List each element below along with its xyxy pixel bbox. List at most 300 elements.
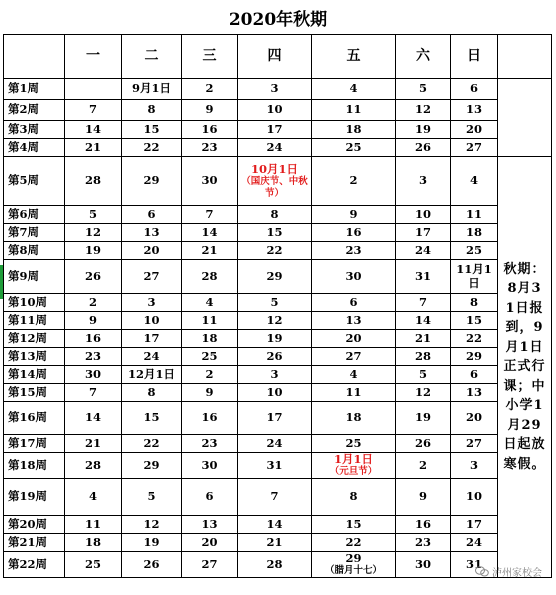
- day-value: 30: [345, 268, 362, 283]
- day-value: 10: [465, 489, 482, 504]
- day-cell: [396, 435, 451, 453]
- day-cell: [451, 157, 498, 206]
- day-cell: [396, 206, 451, 224]
- day-value: 27: [143, 268, 160, 283]
- day-value: 10: [266, 102, 283, 117]
- week-label: 第15周: [4, 384, 65, 402]
- day-cell: [238, 224, 312, 242]
- week-row: [4, 121, 552, 139]
- week-label: 第6周: [4, 206, 65, 224]
- day-cell: [451, 224, 498, 242]
- day-value: 29: [143, 173, 160, 188]
- week-row: [4, 260, 552, 294]
- day-cell: [65, 121, 122, 139]
- day-value: 17: [465, 516, 482, 531]
- day-value: 8: [270, 206, 279, 221]
- day-cell: [182, 330, 238, 348]
- day-cell: [65, 402, 122, 435]
- day-cell: [122, 157, 182, 206]
- day-cell: [122, 330, 182, 348]
- day-cell: [451, 402, 498, 435]
- day-value: 17: [266, 121, 283, 136]
- day-cell: [451, 242, 498, 260]
- day-value: 31: [414, 268, 431, 283]
- day-value: 18: [84, 534, 101, 549]
- note-header-cell: [498, 35, 552, 79]
- day-value: 28: [84, 173, 101, 188]
- day-value: 19: [84, 242, 101, 257]
- day-value: 9: [205, 384, 214, 399]
- day-value: 25: [84, 557, 101, 572]
- day-value: 12: [414, 102, 431, 117]
- day-cell: [396, 552, 451, 578]
- day-value: 6: [469, 81, 478, 96]
- day-cell: [238, 330, 312, 348]
- day-value: 7: [205, 206, 214, 221]
- day-value: 1月1日: [333, 452, 373, 466]
- day-value: 3: [147, 294, 156, 309]
- day-value: 13: [465, 384, 482, 399]
- day-cell: [451, 330, 498, 348]
- day-value: 16: [414, 516, 431, 531]
- week-label: 第17周: [4, 435, 65, 453]
- day-value: 17: [266, 410, 283, 425]
- day-cell: [65, 294, 122, 312]
- day-cell: [65, 435, 122, 453]
- day-cell: [238, 312, 312, 330]
- day-cell: [122, 435, 182, 453]
- day-cell: [122, 312, 182, 330]
- week-row: [4, 534, 552, 552]
- day-cell: [238, 121, 312, 139]
- day-cell: [65, 260, 122, 294]
- day-cell: [451, 435, 498, 453]
- day-cell: [182, 100, 238, 121]
- day-cell: [238, 242, 312, 260]
- weekday-header: 三: [182, 35, 238, 79]
- day-cell: [451, 294, 498, 312]
- day-cell: [451, 516, 498, 534]
- weekday-header: 六: [396, 35, 451, 79]
- day-cell: [122, 348, 182, 366]
- day-value: 24: [414, 242, 431, 257]
- day-cell: [182, 366, 238, 384]
- day-cell: [396, 384, 451, 402]
- day-cell: [122, 100, 182, 121]
- week-row: [4, 294, 552, 312]
- day-value: 11: [201, 312, 218, 327]
- day-value: 20: [143, 242, 160, 257]
- day-cell: [122, 516, 182, 534]
- week-row: [4, 384, 552, 402]
- day-cell: [182, 384, 238, 402]
- week-label: 第2周: [4, 100, 65, 121]
- week-label: 第16周: [4, 402, 65, 435]
- day-cell: [65, 348, 122, 366]
- day-value: 25: [345, 435, 362, 450]
- day-cell: [182, 479, 238, 516]
- day-value: 23: [414, 534, 431, 549]
- day-value: 13: [465, 102, 482, 117]
- day-cell: [182, 453, 238, 479]
- day-value: 17: [143, 330, 160, 345]
- day-value: 6: [205, 489, 214, 504]
- day-cell: [122, 366, 182, 384]
- day-cell: [451, 384, 498, 402]
- week-row: [4, 366, 552, 384]
- day-value: 31: [266, 457, 283, 472]
- day-value: 12月1日: [127, 366, 175, 381]
- day-value: 25: [345, 139, 362, 154]
- day-cell: [396, 402, 451, 435]
- day-value: 8: [469, 294, 478, 309]
- week-label: 第7周: [4, 224, 65, 242]
- day-cell: [238, 157, 312, 206]
- day-value: 2: [418, 457, 427, 472]
- day-value: 29: [465, 348, 482, 363]
- day-value: 20: [345, 330, 362, 345]
- week-label: 第4周: [4, 139, 65, 157]
- week-label: 第19周: [4, 479, 65, 516]
- day-cell: [238, 79, 312, 100]
- day-value: 23: [201, 139, 218, 154]
- day-cell: [65, 479, 122, 516]
- day-cell: [65, 139, 122, 157]
- day-value: 30: [84, 366, 101, 381]
- day-cell: [396, 453, 451, 479]
- day-value: 3: [469, 457, 478, 472]
- week-label: 第12周: [4, 330, 65, 348]
- day-cell: [182, 435, 238, 453]
- day-value: 5: [88, 206, 97, 221]
- day-cell: [312, 157, 396, 206]
- day-value: 8: [147, 384, 156, 399]
- day-value: 21: [201, 242, 218, 257]
- day-cell: [312, 121, 396, 139]
- day-cell: [451, 479, 498, 516]
- day-cell: [182, 139, 238, 157]
- week-label: 第21周: [4, 534, 65, 552]
- week-row: [4, 79, 552, 100]
- day-value: 4: [349, 81, 358, 96]
- day-value: 22: [143, 435, 160, 450]
- day-value: 23: [201, 435, 218, 450]
- day-value: 7: [88, 384, 97, 399]
- day-value: 12: [84, 224, 101, 239]
- day-value: 26: [84, 268, 101, 283]
- day-cell: [65, 330, 122, 348]
- week-row: [4, 224, 552, 242]
- day-value: 10: [414, 206, 431, 221]
- day-value: 14: [84, 410, 101, 425]
- day-cell: [65, 206, 122, 224]
- day-value: 14: [414, 312, 431, 327]
- week-row: [4, 479, 552, 516]
- week-row: [4, 435, 552, 453]
- day-cell: [396, 157, 451, 206]
- day-value: 20: [201, 534, 218, 549]
- day-value: 9: [418, 489, 427, 504]
- day-value: 9: [88, 312, 97, 327]
- day-value: 16: [345, 224, 362, 239]
- day-value: 16: [201, 121, 218, 136]
- day-cell: [65, 224, 122, 242]
- day-value: 4: [205, 294, 214, 309]
- day-cell: [238, 294, 312, 312]
- day-value: 3: [418, 173, 427, 188]
- day-cell: [238, 516, 312, 534]
- day-value: 9: [349, 206, 358, 221]
- day-value: 15: [266, 224, 283, 239]
- day-cell: [182, 242, 238, 260]
- day-cell: [122, 453, 182, 479]
- day-value: 7: [88, 102, 97, 117]
- day-value: 20: [465, 121, 482, 136]
- week-row: [4, 348, 552, 366]
- day-value: 14: [266, 516, 283, 531]
- day-cell: [451, 366, 498, 384]
- day-cell: [182, 348, 238, 366]
- day-value: 16: [201, 410, 218, 425]
- day-cell: [122, 79, 182, 100]
- day-value: 18: [465, 224, 482, 239]
- week-row: [4, 516, 552, 534]
- day-cell: [238, 402, 312, 435]
- day-cell: [238, 100, 312, 121]
- day-cell: [182, 534, 238, 552]
- day-cell: [182, 552, 238, 578]
- day-value: 21: [84, 435, 101, 450]
- day-value: 7: [418, 294, 427, 309]
- day-cell: [396, 312, 451, 330]
- week-label: 第9周: [4, 260, 65, 294]
- week-label: 第10周: [4, 294, 65, 312]
- day-value: 30: [201, 173, 218, 188]
- week-label: 第3周: [4, 121, 65, 139]
- day-value: 3: [270, 81, 279, 96]
- day-value: 19: [414, 410, 431, 425]
- day-cell: [238, 139, 312, 157]
- weekday-header: 四: [238, 35, 312, 79]
- day-value: 15: [345, 516, 362, 531]
- day-value: 2: [205, 366, 214, 381]
- day-cell: [65, 516, 122, 534]
- day-value: 27: [201, 557, 218, 572]
- day-cell: [451, 312, 498, 330]
- day-value: 13: [201, 516, 218, 531]
- day-cell: [182, 121, 238, 139]
- day-cell: [312, 516, 396, 534]
- day-value: 29: [345, 551, 362, 566]
- day-cell: [451, 453, 498, 479]
- day-value: 19: [143, 534, 160, 549]
- day-value: 28: [201, 268, 218, 283]
- day-value: 26: [414, 435, 431, 450]
- day-value: 26: [414, 139, 431, 154]
- calendar-title: 2020年秋期: [228, 9, 328, 30]
- day-cell: [312, 402, 396, 435]
- day-cell: [312, 79, 396, 100]
- day-value: 18: [345, 121, 362, 136]
- day-cell: [451, 348, 498, 366]
- day-cell: [182, 79, 238, 100]
- day-value: 28: [84, 457, 101, 472]
- day-cell: [65, 366, 122, 384]
- day-cell: [312, 330, 396, 348]
- week-label: 第20周: [4, 516, 65, 534]
- day-cell: [182, 224, 238, 242]
- day-value: 15: [465, 312, 482, 327]
- day-cell: [65, 384, 122, 402]
- day-cell: [182, 516, 238, 534]
- day-cell: [396, 121, 451, 139]
- day-cell: [122, 242, 182, 260]
- day-value: 15: [143, 121, 160, 136]
- day-cell: [312, 479, 396, 516]
- week-label: 第13周: [4, 348, 65, 366]
- day-cell: [396, 366, 451, 384]
- day-cell: [122, 479, 182, 516]
- day-value: 28: [414, 348, 431, 363]
- day-value: 15: [143, 410, 160, 425]
- day-value: 21: [84, 139, 101, 154]
- day-value: 10月1日: [250, 161, 298, 176]
- day-cell: [396, 260, 451, 294]
- week-label: 第11周: [4, 312, 65, 330]
- day-value: 31: [465, 557, 482, 572]
- day-value: 22: [345, 534, 362, 549]
- day-cell: [312, 294, 396, 312]
- day-value: 29: [143, 457, 160, 472]
- school-calendar-table: [3, 34, 552, 578]
- day-cell: [122, 206, 182, 224]
- day-value: 26: [143, 557, 160, 572]
- day-value: 22: [465, 330, 482, 345]
- day-cell: [451, 206, 498, 224]
- day-cell: [65, 79, 122, 100]
- week-label: 第8周: [4, 242, 65, 260]
- weekday-header: 五: [312, 35, 396, 79]
- day-cell: [396, 224, 451, 242]
- day-value: 14: [84, 121, 101, 136]
- day-value: 21: [414, 330, 431, 345]
- day-cell: [122, 139, 182, 157]
- day-cell: [238, 552, 312, 578]
- day-cell: [451, 79, 498, 100]
- day-cell: [312, 348, 396, 366]
- day-cell: [451, 100, 498, 121]
- day-value: 11: [84, 516, 101, 531]
- day-cell: [312, 384, 396, 402]
- day-cell: [312, 139, 396, 157]
- day-cell: [396, 79, 451, 100]
- day-cell: [312, 100, 396, 121]
- day-value: 17: [414, 224, 431, 239]
- day-value: 3: [270, 366, 279, 381]
- day-value: 26: [266, 348, 283, 363]
- day-cell: [182, 402, 238, 435]
- day-value: 2: [349, 173, 358, 188]
- day-cell: [451, 260, 498, 294]
- day-cell: [238, 453, 312, 479]
- day-value: 8: [349, 489, 358, 504]
- day-value: 18: [345, 410, 362, 425]
- day-value: 18: [201, 330, 218, 345]
- week-row: [4, 552, 552, 578]
- day-cell: [312, 224, 396, 242]
- watermark: [475, 564, 542, 579]
- day-value: 6: [147, 206, 156, 221]
- day-cell: [396, 348, 451, 366]
- week-row: [4, 100, 552, 121]
- day-value: 25: [201, 348, 218, 363]
- day-cell: [396, 534, 451, 552]
- day-cell: [182, 206, 238, 224]
- day-value: 20: [465, 410, 482, 425]
- day-value: 5: [270, 294, 279, 309]
- week-label: 第1周: [4, 79, 65, 100]
- day-cell: [238, 366, 312, 384]
- semester-note-cell: [498, 157, 552, 578]
- semester-note: 秋期：8月31日报到，9月1日正式行课；中小学1月29日起放寒假。: [503, 261, 546, 472]
- week-label: 第18周: [4, 453, 65, 479]
- day-cell: [312, 453, 396, 479]
- day-value: 2: [88, 294, 97, 309]
- day-value: 6: [469, 366, 478, 381]
- day-value: 9: [205, 102, 214, 117]
- day-cell: [396, 294, 451, 312]
- day-cell: [122, 260, 182, 294]
- day-cell: [65, 453, 122, 479]
- day-value: 21: [266, 534, 283, 549]
- day-value: 23: [345, 242, 362, 257]
- wechat-icon: [475, 566, 489, 577]
- day-value: 28: [266, 557, 283, 572]
- day-cell: [312, 312, 396, 330]
- day-value: 27: [465, 139, 482, 154]
- holiday-note: （元旦节）: [329, 466, 378, 478]
- day-cell: [451, 139, 498, 157]
- day-value: 5: [418, 366, 427, 381]
- empty-note-cell: [498, 79, 552, 157]
- day-value: 13: [143, 224, 160, 239]
- corner-cell: [4, 35, 65, 79]
- weekday-header: 二: [122, 35, 182, 79]
- day-value: 12: [266, 312, 283, 327]
- day-cell: [182, 157, 238, 206]
- day-value: 11: [345, 384, 362, 399]
- day-value: 16: [84, 330, 101, 345]
- day-value: 9月1日: [131, 81, 171, 96]
- day-value: 12: [143, 516, 160, 531]
- day-cell: [122, 552, 182, 578]
- week-label: 第5周: [4, 157, 65, 206]
- day-value: 13: [345, 312, 362, 327]
- day-cell: [65, 552, 122, 578]
- day-cell: [182, 294, 238, 312]
- day-cell: [122, 224, 182, 242]
- day-value: 29: [266, 268, 283, 283]
- day-cell: [122, 384, 182, 402]
- day-value: 27: [345, 348, 362, 363]
- day-cell: [65, 534, 122, 552]
- day-cell: [65, 312, 122, 330]
- day-value: 30: [414, 557, 431, 572]
- week-label: 第14周: [4, 366, 65, 384]
- week-row: [4, 453, 552, 479]
- day-value: 22: [266, 242, 283, 257]
- day-cell: [65, 100, 122, 121]
